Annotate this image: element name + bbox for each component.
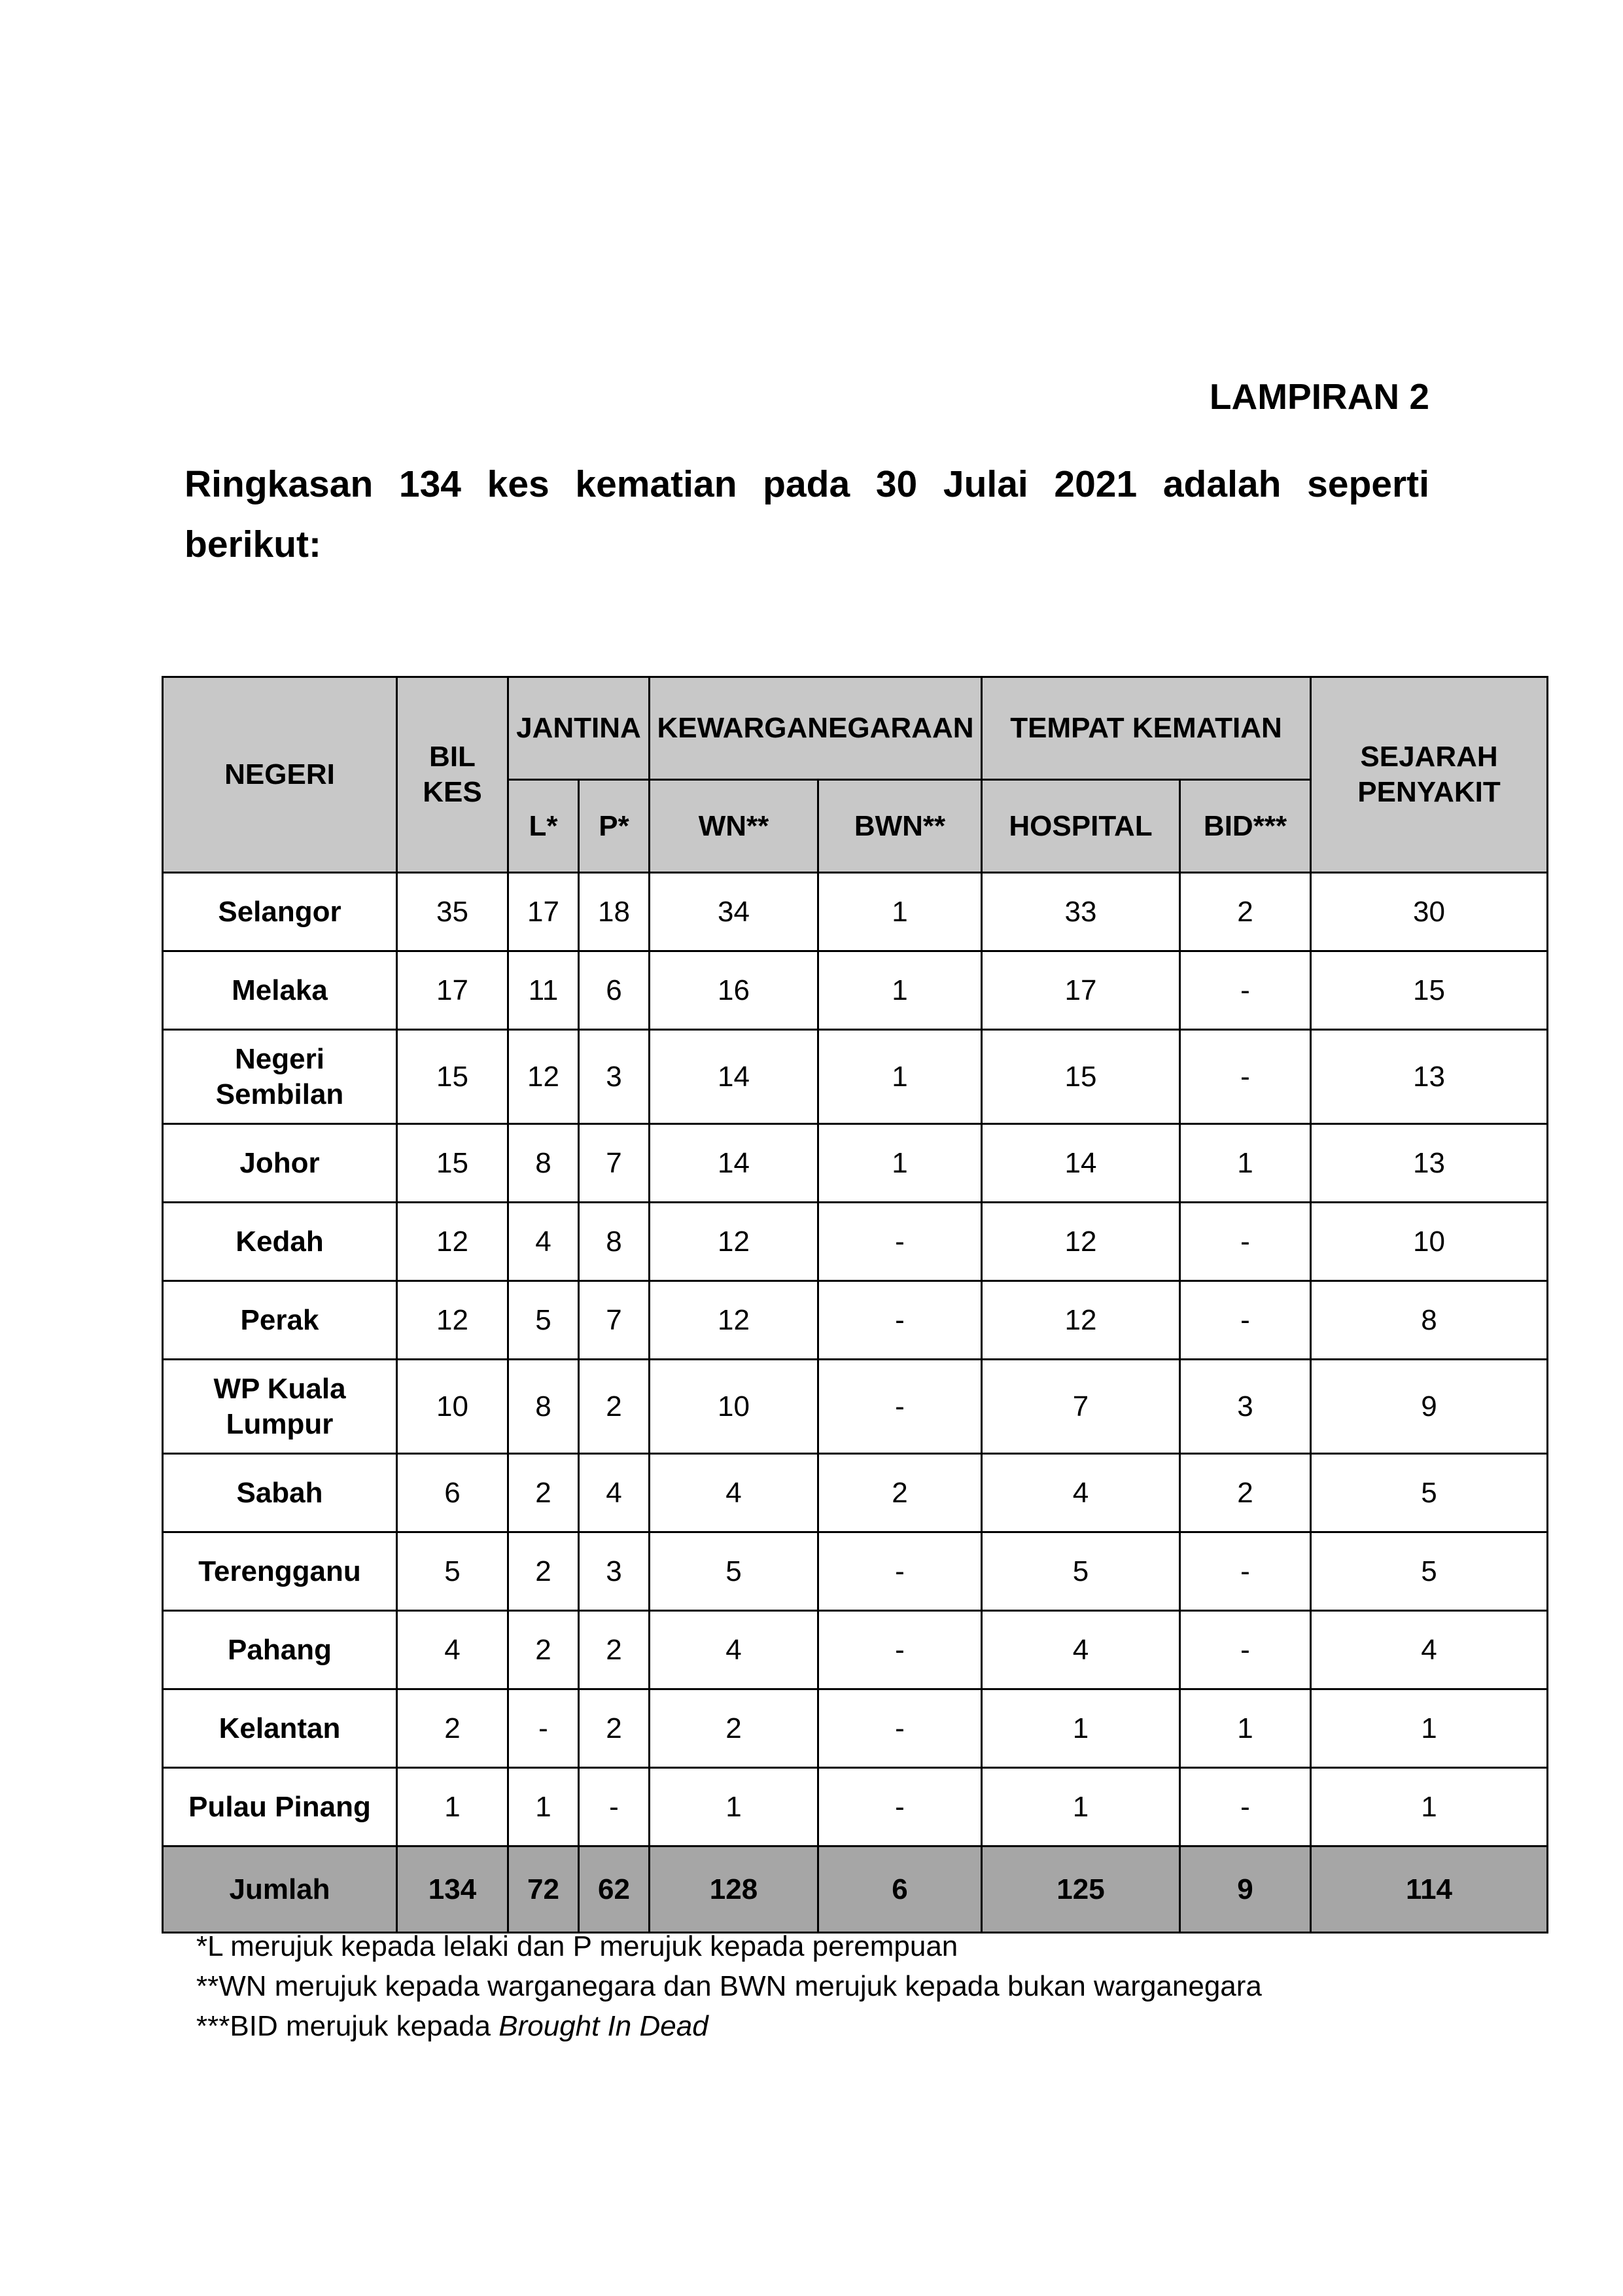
cell-hospital: 1 [982, 1768, 1180, 1846]
table-row [163, 951, 1548, 1030]
cell-wn: 14 [650, 1030, 818, 1124]
cell-sejarah: 9 [1311, 1360, 1548, 1454]
cell-bid: 2 [1180, 1454, 1311, 1532]
cell-l: 1 [508, 1768, 579, 1846]
cell-hospital: 14 [982, 1124, 1180, 1203]
document-heading: LAMPIRAN 2 [1209, 376, 1429, 417]
table-row [163, 1611, 1548, 1689]
cell-p: 3 [579, 1532, 650, 1611]
cell-bil-kes: 35 [397, 873, 508, 951]
cell-hospital: 4 [982, 1454, 1180, 1532]
cell-bwn: - [818, 1689, 982, 1768]
cell-bwn: 1 [818, 1124, 982, 1203]
cell-negeri: Perak [163, 1281, 397, 1360]
cell-wn: 10 [650, 1360, 818, 1454]
cell-bid: 2 [1180, 873, 1311, 951]
cell-negeri: Johor [163, 1124, 397, 1203]
cell-negeri: Pulau Pinang [163, 1768, 397, 1846]
cell-bid: - [1180, 1030, 1311, 1124]
cell-l: 2 [508, 1611, 579, 1689]
cell-l: 11 [508, 951, 579, 1030]
cell-p: 18 [579, 873, 650, 951]
cell-bil-kes: 17 [397, 951, 508, 1030]
cell-bid: - [1180, 1281, 1311, 1360]
cell-bwn: - [818, 1768, 982, 1846]
cell-p: 2 [579, 1689, 650, 1768]
cell-bid: - [1180, 951, 1311, 1030]
cell-bil-kes: 15 [397, 1030, 508, 1124]
cell-wn: 5 [650, 1532, 818, 1611]
footnotes [196, 1926, 1262, 2046]
cell-p: 7 [579, 1124, 650, 1203]
cell-sejarah: 8 [1311, 1281, 1548, 1360]
cell-wn: 12 [650, 1281, 818, 1360]
total-bwn: 6 [818, 1846, 982, 1933]
cell-l: 4 [508, 1203, 579, 1281]
header-l: L* [508, 780, 579, 873]
total-p: 62 [579, 1846, 650, 1933]
cell-p: 4 [579, 1454, 650, 1532]
header-bwn: BWN** [818, 780, 982, 873]
total-bid: 9 [1180, 1846, 1311, 1933]
cell-l: 2 [508, 1532, 579, 1611]
table-row [163, 1030, 1548, 1124]
cell-sejarah: 1 [1311, 1689, 1548, 1768]
cell-negeri: Kedah [163, 1203, 397, 1281]
cell-bil-kes: 6 [397, 1454, 508, 1532]
cell-hospital: 12 [982, 1203, 1180, 1281]
cell-wn: 1 [650, 1768, 818, 1846]
cell-bil-kes: 2 [397, 1689, 508, 1768]
header-bid: BID*** [1180, 780, 1311, 873]
cell-bil-kes: 12 [397, 1203, 508, 1281]
cell-p: 7 [579, 1281, 650, 1360]
cell-bil-kes: 10 [397, 1360, 508, 1454]
cell-hospital: 15 [982, 1030, 1180, 1124]
cell-hospital: 4 [982, 1611, 1180, 1689]
cell-bwn: 1 [818, 873, 982, 951]
cell-sejarah: 30 [1311, 873, 1548, 951]
cell-bwn: - [818, 1532, 982, 1611]
cell-bid: - [1180, 1768, 1311, 1846]
table-row [163, 1124, 1548, 1203]
cell-bwn: - [818, 1360, 982, 1454]
table-header [163, 677, 1548, 873]
death-summary-table [162, 676, 1548, 1934]
intro-paragraph: Ringkasan 134 kes kematian pada 30 Julai 2021 adalah seperti berikut: [184, 463, 1429, 565]
cell-bid: - [1180, 1532, 1311, 1611]
cell-negeri: WP Kuala Lumpur [163, 1360, 397, 1454]
header-wn: WN** [650, 780, 818, 873]
cell-bwn: - [818, 1281, 982, 1360]
cell-negeri: Selangor [163, 873, 397, 951]
cell-sejarah: 5 [1311, 1532, 1548, 1611]
cell-bil-kes: 12 [397, 1281, 508, 1360]
total-label: Jumlah [163, 1846, 397, 1933]
cell-l: 17 [508, 873, 579, 951]
cell-p: 3 [579, 1030, 650, 1124]
table-row [163, 1689, 1548, 1768]
cell-hospital: 33 [982, 873, 1180, 951]
header-negeri: NEGERI [163, 677, 397, 873]
cell-negeri: Negeri Sembilan [163, 1030, 397, 1124]
total-wn: 128 [650, 1846, 818, 1933]
cell-bil-kes: 4 [397, 1611, 508, 1689]
cell-bwn: - [818, 1203, 982, 1281]
cell-sejarah: 1 [1311, 1768, 1548, 1846]
table-row [163, 1454, 1548, 1532]
total-sejarah: 114 [1311, 1846, 1548, 1933]
cell-sejarah: 10 [1311, 1203, 1548, 1281]
cell-negeri: Kelantan [163, 1689, 397, 1768]
cell-bid: - [1180, 1611, 1311, 1689]
cell-hospital: 17 [982, 951, 1180, 1030]
table-row [163, 1203, 1548, 1281]
cell-sejarah: 4 [1311, 1611, 1548, 1689]
cell-wn: 2 [650, 1689, 818, 1768]
header-jantina: JANTINA [508, 677, 650, 780]
cell-p: 8 [579, 1203, 650, 1281]
footnote-bid-prefix: ***BID merujuk kepada [196, 2010, 499, 2042]
table-row [163, 1360, 1548, 1454]
header-sejarah-penyakit: SEJARAH PENYAKIT [1311, 677, 1548, 873]
cell-wn: 4 [650, 1454, 818, 1532]
cell-p: 2 [579, 1360, 650, 1454]
cell-l: 2 [508, 1454, 579, 1532]
footnote-bid [196, 2006, 1262, 2046]
cell-hospital: 1 [982, 1689, 1180, 1768]
cell-hospital: 12 [982, 1281, 1180, 1360]
header-p: P* [579, 780, 650, 873]
cell-bid: 1 [1180, 1124, 1311, 1203]
cell-sejarah: 5 [1311, 1454, 1548, 1532]
cell-bwn: 1 [818, 951, 982, 1030]
cell-l: 8 [508, 1124, 579, 1203]
footnote-bid-term: Brought In Dead [498, 2010, 708, 2042]
cell-sejarah: 13 [1311, 1124, 1548, 1203]
header-kewarganegaraan: KEWARGANEGARAAN [650, 677, 982, 780]
cell-sejarah: 15 [1311, 951, 1548, 1030]
table-row [163, 1768, 1548, 1846]
footnote-citizenship: **WN merujuk kepada warganegara dan BWN merujuk kepada bukan warganegara [196, 1970, 1262, 2002]
table-row [163, 1532, 1548, 1611]
cell-bil-kes: 5 [397, 1532, 508, 1611]
footnote-gender: *L merujuk kepada lelaki dan P merujuk kepada perempuan [196, 1930, 958, 1962]
cell-wn: 12 [650, 1203, 818, 1281]
cell-hospital: 7 [982, 1360, 1180, 1454]
total-l: 72 [508, 1846, 579, 1933]
header-hospital: HOSPITAL [982, 780, 1180, 873]
cell-negeri: Terengganu [163, 1532, 397, 1611]
header-bil-kes: BIL KES [397, 677, 508, 873]
cell-p: - [579, 1768, 650, 1846]
cell-negeri: Sabah [163, 1454, 397, 1532]
table-body [163, 873, 1548, 1846]
cell-negeri: Melaka [163, 951, 397, 1030]
cell-bwn: 2 [818, 1454, 982, 1532]
cell-wn: 34 [650, 873, 818, 951]
cell-p: 2 [579, 1611, 650, 1689]
cell-wn: 4 [650, 1611, 818, 1689]
cell-bil-kes: 15 [397, 1124, 508, 1203]
table-row [163, 873, 1548, 951]
table-total-row [163, 1846, 1548, 1933]
cell-hospital: 5 [982, 1532, 1180, 1611]
header-tempat-kematian: TEMPAT KEMATIAN [982, 677, 1311, 780]
cell-bid: 1 [1180, 1689, 1311, 1768]
cell-p: 6 [579, 951, 650, 1030]
cell-l: - [508, 1689, 579, 1768]
cell-l: 12 [508, 1030, 579, 1124]
cell-negeri: Pahang [163, 1611, 397, 1689]
cell-sejarah: 13 [1311, 1030, 1548, 1124]
cell-l: 8 [508, 1360, 579, 1454]
cell-bwn: - [818, 1611, 982, 1689]
cell-wn: 16 [650, 951, 818, 1030]
table-row [163, 1281, 1548, 1360]
total-hospital: 125 [982, 1846, 1180, 1933]
cell-l: 5 [508, 1281, 579, 1360]
cell-bid: 3 [1180, 1360, 1311, 1454]
cell-bil-kes: 1 [397, 1768, 508, 1846]
cell-bwn: 1 [818, 1030, 982, 1124]
total-bil-kes: 134 [397, 1846, 508, 1933]
cell-wn: 14 [650, 1124, 818, 1203]
cell-bid: - [1180, 1203, 1311, 1281]
